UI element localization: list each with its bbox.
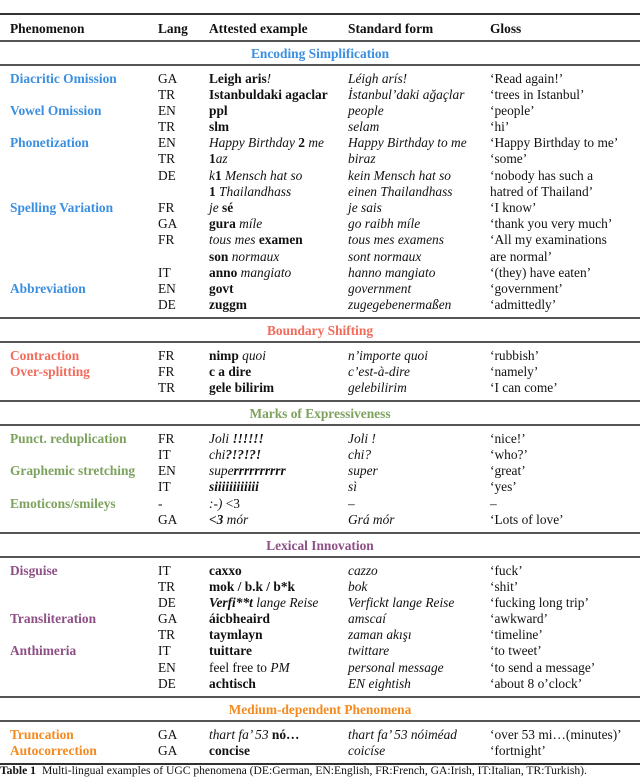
phenomenon-cell: Autocorrection (10, 742, 97, 758)
standard-form-cell: zugegebenermaßen (348, 297, 452, 313)
gloss-cell: ‘I can come’ (490, 380, 558, 396)
lang-cell: TR (158, 380, 176, 396)
standard-form-cell: sì (348, 479, 357, 495)
example-segment: quoi (238, 347, 266, 363)
example-segment: <3 (209, 511, 224, 527)
attested-example-cell (209, 184, 291, 200)
lang-cell: DE (158, 297, 176, 313)
gloss-cell: ‘nice!’ (490, 430, 526, 446)
example-segment: :-) (209, 495, 226, 511)
lang-cell: IT (158, 447, 171, 463)
table-row (0, 512, 640, 528)
attested-example-cell (209, 168, 302, 184)
standard-form-cell: Léigh arís! (348, 70, 408, 86)
example-segment: k (209, 167, 215, 183)
table-row (0, 184, 640, 200)
example-segment: je (209, 200, 223, 215)
gloss-cell: are normal’ (490, 248, 553, 264)
standard-form-cell: zaman akışı (348, 627, 412, 643)
attested-example-cell (209, 103, 228, 119)
section-rows (0, 426, 640, 532)
standard-form-cell: coicíse (348, 742, 386, 758)
example-segment: mok / b.k / b*k (209, 578, 295, 594)
gloss-cell: ‘fucking long trip’ (490, 594, 589, 610)
example-segment: tous mes (209, 232, 259, 248)
attested-example-cell (209, 348, 266, 364)
lang-cell: GA (158, 511, 178, 527)
example-segment: az (215, 151, 228, 167)
phenomenon-cell: Spelling Variation (10, 200, 114, 215)
example-segment: siiiiiiiiiiii (209, 479, 259, 495)
example-segment: nó… (271, 726, 300, 742)
gloss-cell: ‘Read again!’ (490, 70, 564, 86)
section-title: Boundary Shifting (266, 322, 374, 338)
standard-form-cell: personal message (348, 659, 444, 675)
header-example: Attested example (209, 21, 308, 36)
gloss-cell: ‘who?’ (490, 447, 528, 463)
lang-cell: EN (158, 463, 176, 479)
table-body (0, 40, 640, 765)
caption-label: Table 1 (0, 764, 36, 777)
gloss-cell: ‘fuck’ (490, 562, 523, 578)
gloss-cell: ‘nobody has such a (490, 167, 594, 183)
lang-cell: FR (158, 200, 175, 215)
attested-example-cell (209, 364, 251, 380)
table-row (0, 119, 640, 135)
gloss-cell: hatred of Thailand’ (490, 183, 594, 199)
header-phenomenon: Phenomenon (10, 21, 85, 36)
standard-form-cell: super (348, 463, 378, 479)
gloss-cell: ‘great’ (490, 463, 526, 479)
gloss-cell: ‘government’ (490, 280, 563, 296)
lang-cell: DE (158, 167, 176, 183)
header-standard: Standard form (348, 21, 434, 36)
example-segment: caxxo (209, 562, 242, 578)
example-segment: 1 (209, 151, 216, 167)
table-row (0, 727, 640, 743)
lang-cell: TR (158, 119, 176, 135)
standard-form-cell: sont normaux (348, 248, 422, 264)
standard-form-cell: c’est-à-dire (348, 364, 410, 379)
example-segment: normaux (228, 248, 280, 264)
section-title: Lexical Innovation (266, 537, 374, 553)
attested-example-cell (209, 743, 250, 759)
attested-example-cell (209, 87, 328, 103)
example-segment: 2 (298, 135, 305, 151)
example-segment: chi (209, 447, 226, 463)
lang-cell: TR (158, 86, 176, 102)
table-row (0, 348, 640, 364)
lang-cell: GA (158, 726, 178, 742)
gloss-cell: ‘All my examinations (490, 232, 607, 248)
lang-cell: FR (158, 364, 175, 379)
phenomenon-cell: Punct. reduplication (10, 430, 127, 446)
example-segment: examen (258, 232, 303, 248)
attested-example-cell (209, 297, 247, 313)
table-row (0, 380, 640, 396)
standard-form-cell: n’importe quoi (348, 347, 428, 363)
example-segment: thart fa’ 53 (209, 726, 272, 742)
gloss-cell: ‘some’ (490, 151, 528, 167)
standard-form-cell: cazzo (348, 562, 378, 578)
caption-text: Multi-lingual examples of UGC phenomena (DE:German, EN:English, FR:French, GA:Irish, IT:Italian, TR:Turkish). (41, 764, 587, 777)
table-row (0, 265, 640, 281)
table-row (0, 71, 640, 87)
table-row (0, 627, 640, 643)
lang-cell: TR (158, 627, 176, 643)
lang-cell: EN (158, 102, 176, 118)
example-segment: <3 (225, 495, 240, 511)
phenomenon-cell: Transliteration (10, 611, 97, 627)
header-lang: Lang (158, 21, 188, 36)
standard-form-cell: – (348, 495, 355, 511)
example-segment: Joli (209, 430, 233, 446)
lang-cell: IT (158, 562, 171, 578)
example-segment: nimp (209, 347, 239, 363)
example-segment: feel free to (209, 659, 271, 675)
gloss-cell: ‘I know’ (490, 200, 537, 215)
attested-example-cell (209, 151, 228, 167)
table-caption (0, 764, 587, 777)
example-segment: mangiato (237, 264, 292, 280)
table-row (0, 743, 640, 759)
gloss-cell: ‘to send a message’ (490, 659, 596, 675)
table-row (0, 200, 640, 216)
example-segment: lange Reise (252, 594, 319, 610)
example-segment: c a dire (209, 364, 252, 379)
attested-example-cell (209, 595, 318, 611)
lang-cell: FR (158, 232, 175, 248)
attested-example-cell (209, 281, 234, 297)
attested-example-cell (209, 463, 286, 479)
section-title: Medium-dependent Phenomena (228, 701, 412, 717)
standard-form-cell: je sais (348, 200, 382, 215)
standard-form-cell: Joli ! (348, 430, 376, 446)
lang-cell: FR (158, 430, 175, 446)
example-segment: míle (235, 216, 263, 232)
section-title: Marks of Expressiveness (249, 405, 391, 421)
lang-cell: EN (158, 135, 176, 151)
standard-form-cell: chi? (348, 447, 372, 463)
phenomenon-cell: Over-splitting (10, 364, 90, 379)
attested-example-cell (209, 579, 295, 595)
attested-example-cell (209, 135, 324, 151)
table-row (0, 496, 640, 512)
table-row (0, 281, 640, 297)
phenomenon-cell: Graphemic stretching (10, 463, 136, 479)
attested-example-cell (209, 71, 271, 87)
lang-cell: GA (158, 216, 178, 232)
gloss-cell: ‘about 8 o’clock’ (490, 675, 583, 691)
standard-form-cell: einen Thailandhass (348, 183, 453, 199)
header-gloss: Gloss (490, 21, 522, 36)
standard-form-cell: selam (348, 119, 380, 135)
gloss-cell: ‘shit’ (490, 578, 519, 594)
example-segment: Istanbuldaki agaclar (209, 86, 328, 102)
example-segment: rrrrrrrrrr (233, 463, 286, 479)
lang-cell: TR (158, 151, 176, 167)
table-row (0, 447, 640, 463)
table-row (0, 103, 640, 119)
example-segment: ppl (209, 102, 228, 118)
example-segment: slm (209, 119, 230, 135)
phenomenon-cell: Abbreviation (10, 280, 86, 296)
table-row (0, 151, 640, 167)
gloss-cell: ‘yes’ (490, 479, 517, 495)
attested-example-cell (209, 216, 262, 232)
table-row (0, 431, 640, 447)
gloss-cell: ‘hi’ (490, 119, 510, 135)
standard-form-cell: kein Mensch hat so (348, 167, 452, 183)
lang-cell: GA (158, 611, 178, 627)
table-row (0, 135, 640, 151)
standard-form-cell: go raibh míle (348, 216, 421, 232)
example-segment: PM (270, 659, 290, 675)
gloss-cell: ‘people’ (490, 102, 535, 118)
attested-example-cell (209, 200, 233, 216)
table-row (0, 232, 640, 248)
example-segment: govt (209, 280, 234, 296)
example-segment: !!!!!! (232, 430, 264, 446)
attested-example-cell (209, 249, 279, 265)
gloss-cell: ‘namely’ (490, 364, 539, 379)
table-header (0, 15, 640, 40)
standard-form-cell: İstanbul’daki ağaçlar (348, 86, 465, 102)
phenomenon-cell: Diacritic Omission (10, 70, 117, 86)
standard-form-cell: tous mes examens (348, 232, 444, 248)
example-segment: 1 (214, 167, 222, 183)
lang-cell: GA (158, 742, 178, 758)
example-segment: sé (222, 200, 234, 215)
table-row (0, 87, 640, 103)
gloss-cell: ‘trees in Istanbul’ (490, 86, 585, 102)
standard-form-cell: Verfickt lange Reise (348, 594, 455, 610)
example-segment: gura (209, 216, 236, 232)
gloss-cell: ‘thank you very much’ (490, 216, 613, 232)
gloss-cell: – (490, 495, 497, 511)
attested-example-cell (209, 119, 229, 135)
table-row (0, 579, 640, 595)
attested-example-cell (209, 660, 290, 676)
phenomenon-cell: Contraction (10, 347, 80, 363)
attested-example-cell (209, 431, 264, 447)
table-row (0, 660, 640, 676)
standard-form-cell: Grá mór (348, 511, 395, 527)
gloss-cell: ‘to tweet’ (490, 643, 542, 659)
example-segment: 1 (209, 183, 216, 199)
standard-form-cell: gelebilirim (348, 380, 407, 396)
gloss-cell: ‘timeline’ (490, 627, 543, 643)
table-row (0, 611, 640, 627)
attested-example-cell (209, 380, 274, 396)
table-row (0, 479, 640, 495)
example-segment: Leigh aris (209, 70, 267, 86)
lang-cell: IT (158, 479, 171, 495)
lang-cell: GA (158, 70, 178, 86)
table-row (0, 364, 640, 380)
section-title: Encoding Simplification (250, 45, 390, 61)
gloss-cell: ‘awkward’ (490, 611, 548, 627)
ugc-phenomena-table (0, 13, 640, 765)
example-segment: ?!?!?! (225, 447, 262, 463)
example-segment: mór (223, 511, 249, 527)
standard-form-cell: biraz (348, 151, 376, 167)
lang-cell: DE (158, 594, 176, 610)
gloss-cell: ‘admittedly’ (490, 297, 557, 313)
example-segment: ! (266, 70, 272, 86)
attested-example-cell (209, 512, 248, 528)
section-rows (0, 343, 640, 401)
standard-form-cell: thart fa’ 53 nóiméad (348, 726, 457, 742)
example-segment: tuittare (209, 643, 252, 659)
phenomenon-cell: Disguise (10, 562, 58, 578)
attested-example-cell (209, 496, 240, 512)
table-row (0, 216, 640, 232)
attested-example-cell (209, 479, 259, 495)
table-row (0, 595, 640, 611)
table-row (0, 168, 640, 184)
section-rows (0, 558, 640, 697)
standard-form-cell: government (348, 280, 412, 296)
phenomenon-cell: Phonetization (10, 135, 89, 151)
example-segment: anno (209, 264, 238, 280)
example-segment: Verfi**t (209, 594, 253, 610)
gloss-cell: ‘rubbish’ (490, 347, 540, 363)
standard-form-cell: people (348, 102, 384, 118)
standard-form-cell: twittare (348, 643, 390, 659)
example-segment: supe (209, 463, 234, 479)
example-segment: áicbheaird (209, 611, 271, 627)
standard-form-cell: amscaí (348, 611, 386, 627)
lang-cell: EN (158, 659, 176, 675)
gloss-cell: ‘Lots of love’ (490, 511, 564, 527)
table-row (0, 563, 640, 579)
standard-form-cell: bok (348, 578, 368, 594)
example-segment: Thailandhass (215, 183, 292, 199)
section-rows (0, 66, 640, 318)
gloss-cell: ‘(they) have eaten’ (490, 264, 592, 280)
lang-cell: IT (158, 264, 171, 280)
example-segment: gele bilirim (209, 380, 275, 396)
gloss-cell: ‘over 53 mi…(minutes)’ (490, 726, 622, 742)
attested-example-cell (209, 627, 263, 643)
table-row (0, 249, 640, 265)
example-segment: Happy Birthday (209, 135, 299, 151)
example-segment: achtisch (209, 675, 256, 691)
lang-cell: IT (158, 643, 171, 659)
example-segment: concise (209, 742, 250, 758)
table-row (0, 676, 640, 692)
gloss-cell: ‘fortnight’ (490, 742, 546, 758)
table-row (0, 643, 640, 659)
phenomenon-cell: Truncation (10, 726, 74, 742)
standard-form-cell: Happy Birthday to me (348, 135, 467, 151)
phenomenon-cell: Emoticons/smileys (10, 495, 116, 511)
attested-example-cell (209, 447, 261, 463)
example-segment: son (209, 248, 229, 264)
table-row (0, 297, 640, 313)
attested-example-cell (209, 676, 256, 692)
attested-example-cell (209, 265, 291, 281)
example-segment: taymlayn (209, 627, 263, 643)
example-segment: Mensch hat so (221, 167, 303, 183)
lang-cell: DE (158, 675, 176, 691)
table-row (0, 463, 640, 479)
lang-cell: EN (158, 280, 176, 296)
phenomenon-cell: Vowel Omission (10, 102, 102, 118)
attested-example-cell (209, 643, 252, 659)
lang-cell: TR (158, 578, 176, 594)
lang-cell: - (158, 495, 163, 511)
attested-example-cell (209, 563, 242, 579)
lang-cell: FR (158, 347, 175, 363)
example-segment: me (304, 135, 324, 151)
attested-example-cell (209, 611, 270, 627)
phenomenon-cell: Anthimeria (10, 643, 77, 659)
attested-example-cell (209, 232, 303, 248)
attested-example-cell (209, 727, 299, 743)
gloss-cell: ‘Happy Birthday to me’ (490, 135, 619, 151)
example-segment: zuggm (209, 297, 247, 313)
standard-form-cell: EN eightish (348, 675, 411, 691)
section-rows (0, 722, 640, 763)
standard-form-cell: hanno mangiato (348, 264, 436, 280)
